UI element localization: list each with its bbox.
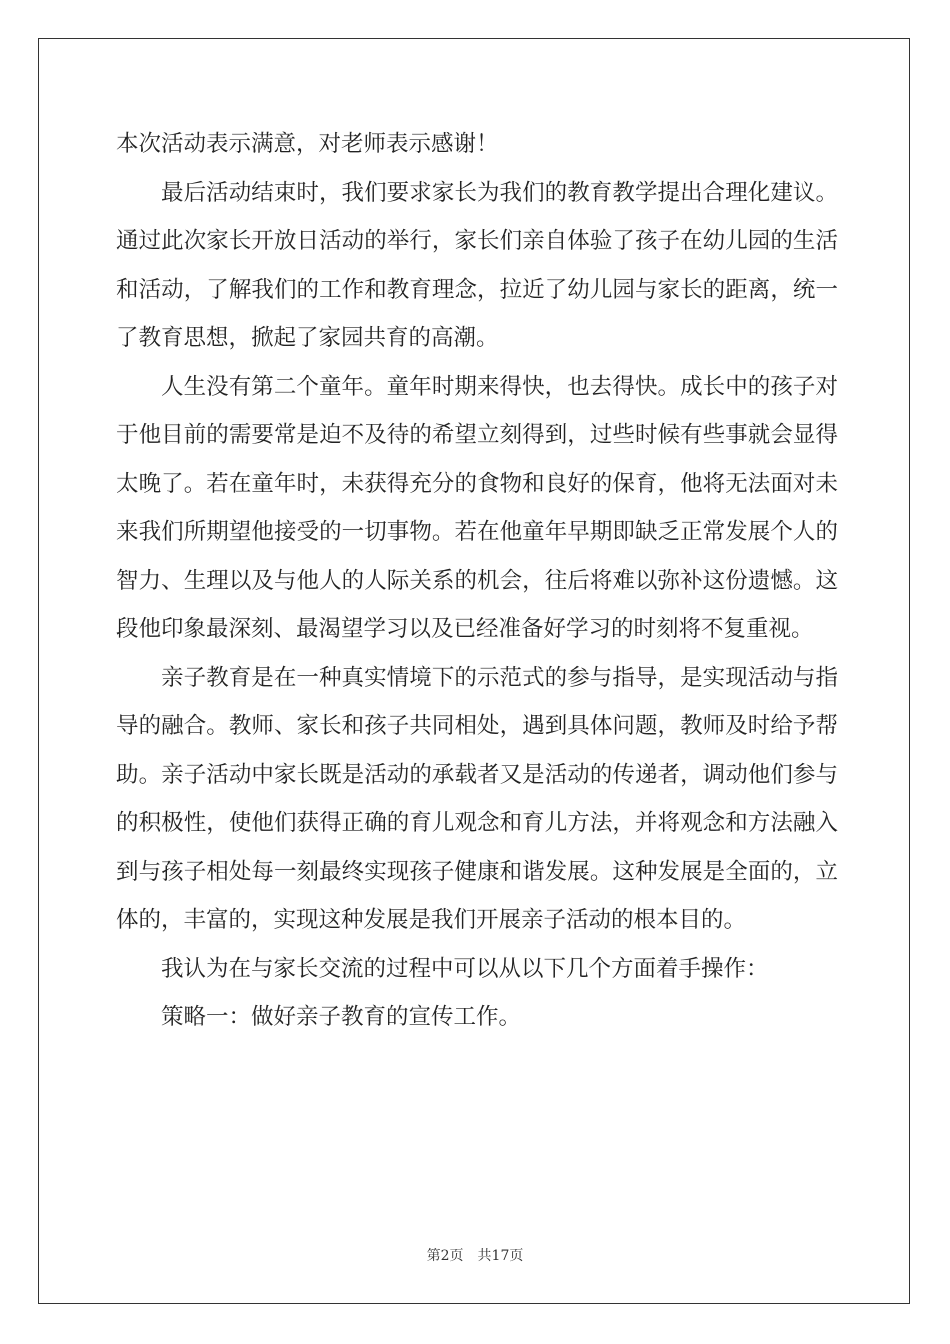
paragraph: 人生没有第二个童年。童年时期来得快，也去得快。成长中的孩子对于他目前的需要常是迫不及待的希望立刻得到，过些时候有些事就会显得太晚了。若在童年时，未获得充分的食物和良好的保育，他将无法面对未来我们所期望他接受的一切事物。若在他童年早期即缺乏正常发展个人的智力、生理以及与他人的人际关系的机会，往后将难以弥补这份遗憾。这段他印象最深刻、最渴望学习以及已经准备好学习的时刻将不复重视。 (116, 373, 838, 642)
paragraph: 我认为在与家长交流的过程中可以从以下几个方面着手操作： (161, 955, 769, 982)
paragraph-strategy-heading: 策略一：做好亲子教育的宣传工作。 (161, 1004, 522, 1030)
paragraph: 最后活动结束时，我们要求家长为我们的教育教学提出合理化建议。通过此次家长开放日活动的举行，家长们亲自体验了孩子在幼儿园的生活和活动，了解我们的工作和教育理念，拉近了幼儿园与家长的距离，统一了教育思想，掀起了家园共育的高潮。 (116, 179, 838, 351)
page-number-total: 共17页 (477, 1248, 524, 1264)
document-body (116, 120, 838, 1042)
paragraph-continuation: 本次活动表示满意，对老师表示感谢！ (116, 131, 499, 157)
paragraph: 亲子教育是在一种真实情境下的示范式的参与指导，是实现活动与指导的融合。教师、家长和孩子共同相处，遇到具体问题，教师及时给予帮助。亲子活动中家长既是活动的承载者又是活动的传递者，调动他们参与的积极性，使他们获得正确的育儿观念和育儿方法，并将观念和方法融入到与孩子相处每一刻最终实现孩子健康和谐发展。这种发展是全面的，立体的，丰富的，实现这种发展是我们开展亲子活动的根本目的。 (116, 664, 838, 933)
page-footer (0, 1246, 950, 1266)
page-number-current: 第2页 (426, 1248, 464, 1264)
